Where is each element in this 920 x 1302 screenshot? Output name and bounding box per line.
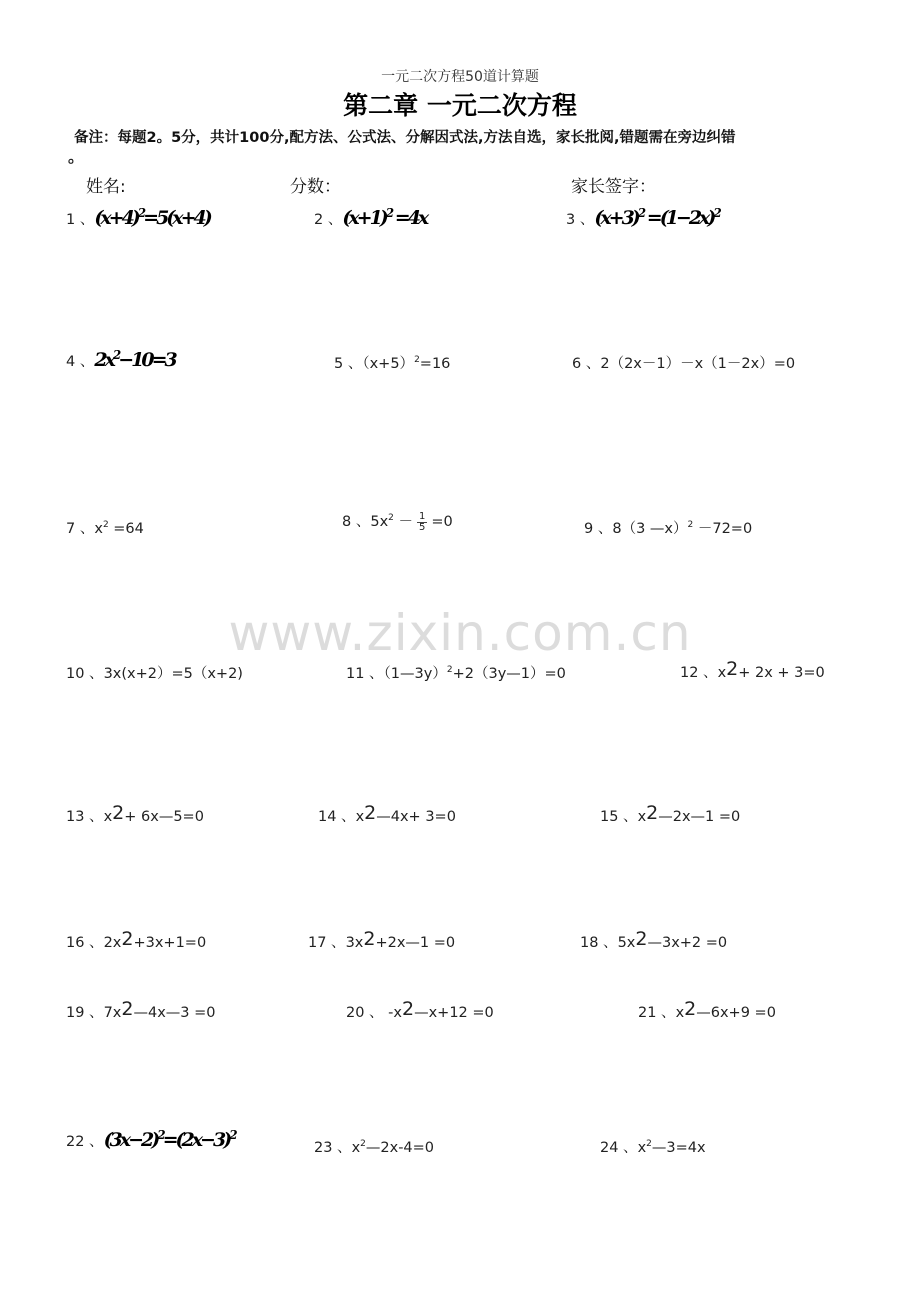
watermark: www.zixin.com.cn	[228, 604, 692, 662]
problem-number: 14 、	[318, 809, 356, 825]
problem-number: 7 、	[66, 521, 95, 537]
problem-number: 19 、	[66, 1005, 104, 1021]
problem-number: 22 、	[66, 1134, 104, 1150]
problem-number: 15 、	[600, 809, 638, 825]
problem-19: 19 、7x2—4x—3 =0	[66, 998, 216, 1021]
problem-number: 10 、	[66, 666, 104, 682]
chapter-title: 第二章 一元二次方程	[343, 91, 577, 120]
problem-5: 5 、$(x+5)^2=16$	[334, 355, 451, 372]
problem-1	[66, 206, 210, 229]
equation-image: $(3x-2)^2=(2x-3)^2$	[103, 1128, 235, 1151]
problem-number: 16 、	[66, 935, 104, 951]
problem-12: 12 、x2+ 2x + 3=0	[680, 658, 825, 681]
problem-number: 18 、	[580, 935, 618, 951]
problem-number: 24 、	[600, 1140, 638, 1156]
problem-number: 3 、	[566, 212, 595, 228]
name-field-label: 姓名:	[86, 177, 126, 197]
problem-number: 12 、	[680, 665, 718, 681]
equation-image: $(x+1)^2 =4x$	[342, 206, 427, 229]
problem-number: 5 、	[334, 356, 363, 372]
problem-number: 9 、	[584, 521, 613, 537]
problem-number: 23 、	[314, 1140, 352, 1156]
problem-21: 21 、x2—6x+9 =0	[638, 998, 776, 1021]
document-top-title: 一元二次方程50道计算题	[381, 69, 539, 85]
score-field-label: 分数：	[290, 177, 341, 197]
problem-22	[66, 1128, 235, 1151]
equation-image: $(x+3)^2 =(1-2x)^2$	[594, 206, 719, 229]
equation-image: $(x+4)^2=5(x+4)$	[94, 206, 210, 229]
problem-3	[566, 206, 719, 229]
problem-7: 7 、$x^2 =64$	[66, 520, 144, 537]
problem-number: 13 、	[66, 809, 104, 825]
problem-number: 2 、	[314, 212, 343, 228]
problem-10: 10 、3x(x+2）=5（x+2)	[66, 666, 243, 682]
problem-number: 21 、	[638, 1005, 676, 1021]
problem-18: 18 、5x2—3x+2 =0	[580, 928, 728, 951]
problem-23: 23 、$x^2—2x-4=0$	[314, 1139, 435, 1156]
problem-17: 17 、3x2+2x—1 =0	[308, 928, 456, 951]
problem-number: 11 、	[346, 666, 384, 682]
parent-signature-label: 家长签字：	[571, 177, 656, 197]
problem-number: 8 、	[342, 514, 371, 530]
problem-24: 24 、$x^2—3=4x$	[600, 1139, 706, 1156]
problem-15: 15 、x2—2x—1 =0	[600, 802, 741, 825]
problem-13: 13 、x2+ 6x—5=0	[66, 802, 204, 825]
problem-14: 14 、x2—4x+ 3=0	[318, 802, 456, 825]
equation-image: $2x^2-10=3$	[94, 348, 175, 371]
instructions-note-tail: 。	[68, 147, 85, 166]
problem-number: 20 、	[346, 1005, 384, 1021]
problem-6: 6 、2（2x－1）－x（1－2x）=0	[572, 356, 796, 372]
problem-number: 4 、	[66, 354, 95, 370]
problem-number: 1 、	[66, 212, 95, 228]
problem-8: 8 、$5x^2$ － $\frac{1}{5}$ =0	[342, 510, 453, 533]
problem-20: 20 、 -x2—x+12 =0	[346, 998, 494, 1021]
problem-number: 6 、	[572, 356, 601, 372]
problem-4	[66, 348, 175, 371]
problem-11: 11 、（1—3y）$^2$+2（3y—1）=0	[346, 665, 566, 682]
problem-number: 17 、	[308, 935, 346, 951]
problem-16: 16 、2x2+3x+1=0	[66, 928, 207, 951]
problem-2	[314, 206, 426, 229]
instructions-note: 备注：每题2。5分，共计100分,配方法、公式法、分解因式法,方法自选，家长批阅,错题需在旁边纠错	[74, 130, 736, 146]
fraction: $\frac{1}{5}$	[419, 510, 426, 533]
problem-9: 9 、8（3 —x）$^2$ －72=0	[584, 520, 753, 537]
